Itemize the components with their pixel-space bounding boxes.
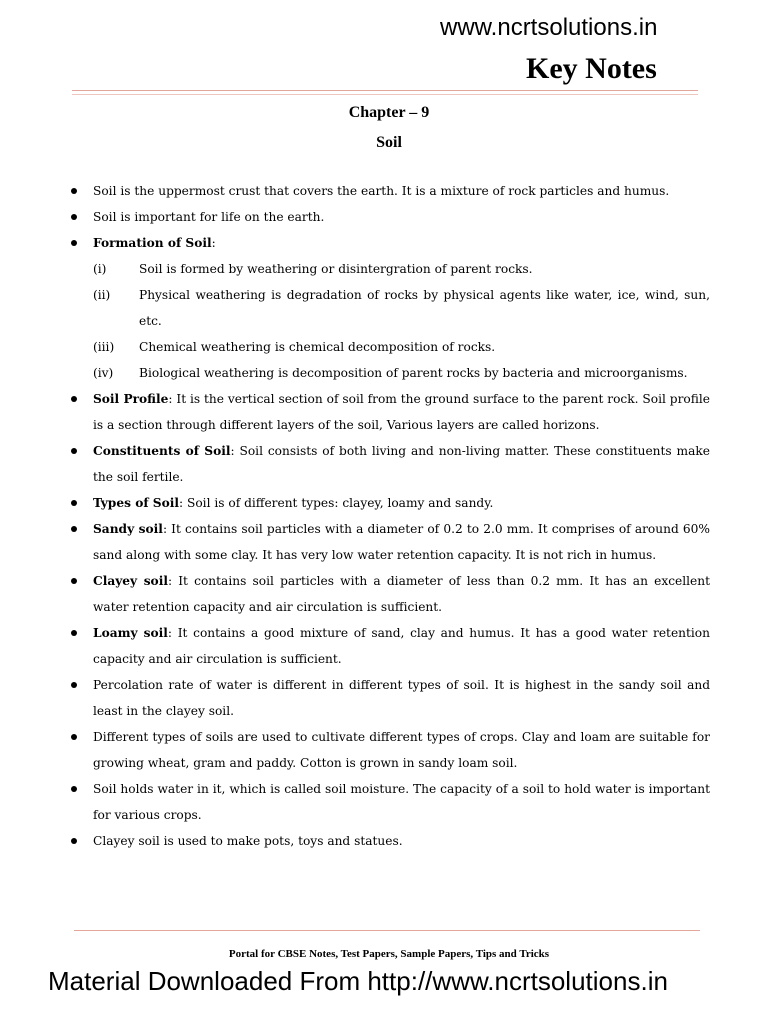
list-item: Formation of Soil:	[66, 230, 710, 256]
bullet-icon	[71, 578, 77, 584]
download-notice: Material Downloaded From http://www.ncrtsolutions.in	[48, 966, 668, 996]
item-heading: Formation of Soil	[93, 236, 212, 250]
formation-sublist	[66, 256, 710, 386]
bullet-icon	[71, 240, 77, 246]
list-item: Soil is the uppermost crust that covers the earth. It is a mixture of rock particles and humus.	[66, 178, 710, 204]
bullet-icon	[71, 526, 77, 532]
item-heading: Types of Soil	[93, 496, 179, 510]
list-item: Soil is important for life on the earth.	[66, 204, 710, 230]
list-item: Clayey soil: It contains soil particles with a diameter of less than 0.2 mm. It has an excellent water retention capacity and air circulation is sufficient.	[66, 568, 710, 620]
bullet-icon	[71, 188, 77, 194]
notes-list-continued	[66, 386, 710, 854]
item-heading: Clayey soil	[93, 574, 168, 588]
list-item: Different types of soils are used to cultivate different types of crops. Clay and loam are suitable for growing wheat, gram and paddy. Cotton is grown in sandy loam soil.	[66, 724, 710, 776]
list-item: Types of Soil: Soil is of different types: clayey, loamy and sandy.	[66, 490, 710, 516]
bullet-icon	[71, 682, 77, 688]
list-item: Sandy soil: It contains soil particles with a diameter of 0.2 to 2.0 mm. It comprises of around 60% sand along with some clay. It has very low water retention capacity. It is not rich in humus.	[66, 516, 710, 568]
chapter-title: Soil	[376, 134, 402, 151]
bullet-icon	[71, 734, 77, 740]
sub-item: (iv) Biological weathering is decomposition of parent rocks by bacteria and microorganisms.	[66, 360, 710, 386]
item-heading: Loamy soil	[93, 626, 168, 640]
bullet-icon	[71, 396, 77, 402]
notes-list	[66, 178, 710, 256]
list-item: Clayey soil is used to make pots, toys and statues.	[66, 828, 710, 854]
bullet-icon	[71, 500, 77, 506]
key-notes-label: Key Notes	[526, 52, 657, 85]
list-item: Constituents of Soil: Soil consists of both living and non-living matter. These constituents make the soil fertile.	[66, 438, 710, 490]
sub-item: (iii) Chemical weathering is chemical decomposition of rocks.	[66, 334, 710, 360]
site-url: www.ncrtsolutions.in	[440, 14, 658, 41]
notes-body	[66, 178, 710, 854]
bullet-icon	[71, 786, 77, 792]
sub-item-number: (ii)	[93, 288, 111, 302]
sub-item-number: (i)	[93, 262, 107, 276]
chapter-number: Chapter – 9	[348, 104, 430, 121]
header-divider	[72, 90, 698, 91]
list-item: Loamy soil: It contains a good mixture of sand, clay and humus. It has a good water retention capacity and air circulation is sufficient.	[66, 620, 710, 672]
item-heading: Sandy soil	[93, 522, 163, 536]
list-item: Soil holds water in it, which is called soil moisture. The capacity of a soil to hold water is important for various crops.	[66, 776, 710, 828]
sub-item-number: (iv)	[93, 366, 114, 380]
item-heading: Constituents of Soil	[93, 444, 231, 458]
sub-item: (ii) Physical weathering is degradation of rocks by physical agents like water, ice, wind, sun, etc.	[66, 282, 710, 334]
bullet-icon	[71, 214, 77, 220]
list-item: Percolation rate of water is different in different types of soil. It is highest in the sandy soil and least in the clayey soil.	[66, 672, 710, 724]
bullet-icon	[71, 448, 77, 454]
list-item: Soil Profile: It is the vertical section of soil from the ground surface to the parent rock. Soil profile is a section through different layers of the soil, Various layers are called horizons.	[66, 386, 710, 438]
bullet-icon	[71, 838, 77, 844]
sub-item-number: (iii)	[93, 340, 115, 354]
footer-tagline: Portal for CBSE Notes, Test Papers, Sample Papers, Tips and Tricks	[228, 948, 550, 960]
sub-item: (i) Soil is formed by weathering or disintergration of parent rocks.	[66, 256, 710, 282]
header-divider-secondary	[72, 94, 698, 95]
bullet-icon	[71, 630, 77, 636]
item-heading: Soil Profile	[93, 392, 169, 406]
footer-divider	[74, 930, 700, 931]
